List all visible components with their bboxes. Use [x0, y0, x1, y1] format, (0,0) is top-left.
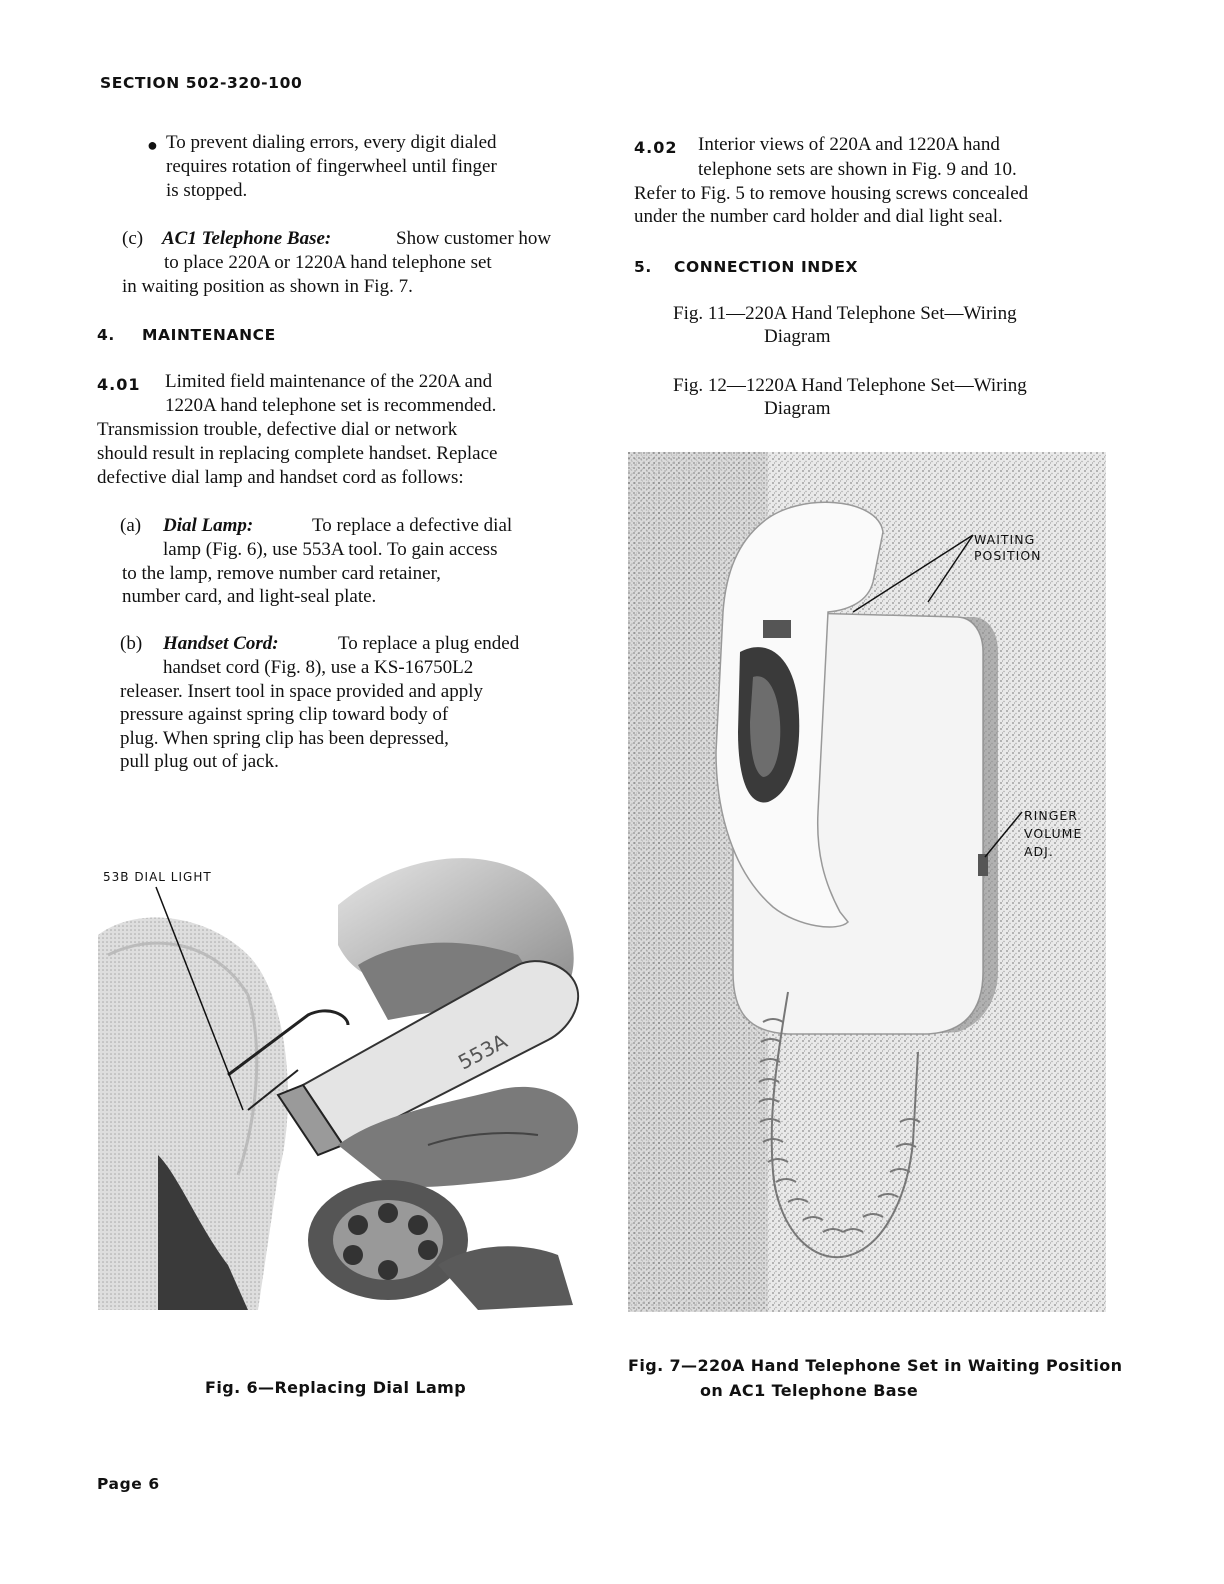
- tool-553a-marking: 553A: [454, 1028, 512, 1075]
- bullet-line-2: requires rotation of fingerwheel until finger: [166, 156, 497, 177]
- index-12-line-2: Diagram: [764, 398, 831, 419]
- dial-wheel: [308, 1180, 468, 1300]
- para-401-line-3: Transmission trouble, defective dial or network: [97, 419, 458, 440]
- para-401-number: 4.01: [97, 375, 141, 394]
- item-a-line-2: lamp (Fig. 6), use 553A tool. To gain access: [163, 539, 498, 560]
- section-header: SECTION 502-320-100: [100, 74, 303, 92]
- callout-waiting-line-2: POSITION: [974, 548, 1042, 563]
- callout-ringer-line-3: ADJ.: [1024, 844, 1054, 859]
- section-5-title: CONNECTION INDEX: [674, 258, 859, 276]
- page-number: Page 6: [97, 1475, 160, 1493]
- para-402-line-1: Interior views of 220A and 1220A hand: [698, 134, 1000, 155]
- item-b-line-6: pull plug out of jack.: [120, 751, 279, 772]
- item-c-label: (c): [122, 228, 144, 249]
- item-a-label: (a): [120, 515, 142, 536]
- para-402-line-4: under the number card holder and dial light seal.: [634, 206, 1003, 227]
- para-401-line-2: 1220A hand telephone set is recommended.: [165, 395, 497, 416]
- bullet-line-3: is stopped.: [166, 180, 248, 201]
- item-b-line-5: plug. When spring clip has been depressed,: [120, 728, 449, 749]
- fig7-caption-line-1: Fig. 7—220A Hand Telephone Set in Waiting Position: [628, 1356, 1123, 1375]
- item-c-title: AC1 Telephone Base:: [162, 228, 332, 249]
- para-402-line-2: telephone sets are shown in Fig. 9 and 10.: [698, 159, 1017, 180]
- item-c-line-2: to place 220A or 1220A hand telephone set: [164, 252, 492, 273]
- index-12-line-1: Fig. 12—1220A Hand Telephone Set—Wiring: [673, 375, 1027, 396]
- bullet-dot: ●: [147, 135, 158, 155]
- item-c-line-1: Show customer how: [396, 228, 552, 249]
- item-b-line-4: pressure against spring clip toward body of: [120, 704, 449, 725]
- item-b-line-1: To replace a plug ended: [338, 633, 520, 654]
- para-402-number: 4.02: [634, 138, 678, 157]
- fig6-callout-label: 53B DIAL LIGHT: [103, 870, 212, 884]
- item-a-line-3: to the lamp, remove number card retainer,: [122, 563, 441, 584]
- item-a-line-1: To replace a defective dial: [312, 515, 513, 536]
- item-b-label: (b): [120, 633, 143, 654]
- fig6-caption: Fig. 6—Replacing Dial Lamp: [205, 1378, 467, 1397]
- callout-waiting-line-1: WAITING: [974, 532, 1036, 547]
- bullet-line-1: To prevent dialing errors, every digit dialed: [166, 132, 497, 153]
- item-b-title: Handset Cord:: [163, 633, 279, 654]
- callout-ringer-line-1: RINGER: [1024, 808, 1078, 823]
- item-b-line-3: releaser. Insert tool in space provided and apply: [120, 681, 483, 702]
- fig7-photo: [628, 452, 1106, 1312]
- section-4-title: MAINTENANCE: [142, 326, 276, 344]
- fig7-caption-line-2: on AC1 Telephone Base: [700, 1381, 919, 1400]
- item-a-line-4: number card, and light-seal plate.: [122, 586, 377, 607]
- callout-ringer-line-2: VOLUME: [1024, 826, 1083, 841]
- ringer-volume-knob: [978, 854, 988, 876]
- para-401-line-1: Limited field maintenance of the 220A and: [165, 371, 493, 392]
- section-4-number: 4.: [97, 326, 115, 344]
- para-401-line-4: should result in replacing complete handset. Replace: [97, 443, 498, 464]
- section-5-number: 5.: [634, 258, 652, 276]
- item-a-title: Dial Lamp:: [163, 515, 254, 536]
- para-401-line-5: defective dial lamp and handset cord as follows:: [97, 467, 464, 488]
- item-b-line-2: handset cord (Fig. 8), use a KS-16750L2: [163, 657, 474, 678]
- item-c-line-3: in waiting position as shown in Fig. 7.: [122, 276, 413, 297]
- para-402-line-3: Refer to Fig. 5 to remove housing screws concealed: [634, 183, 1029, 204]
- index-11-line-1: Fig. 11—220A Hand Telephone Set—Wiring: [673, 303, 1017, 324]
- index-11-line-2: Diagram: [764, 326, 831, 347]
- fig6-photo: [98, 845, 588, 1310]
